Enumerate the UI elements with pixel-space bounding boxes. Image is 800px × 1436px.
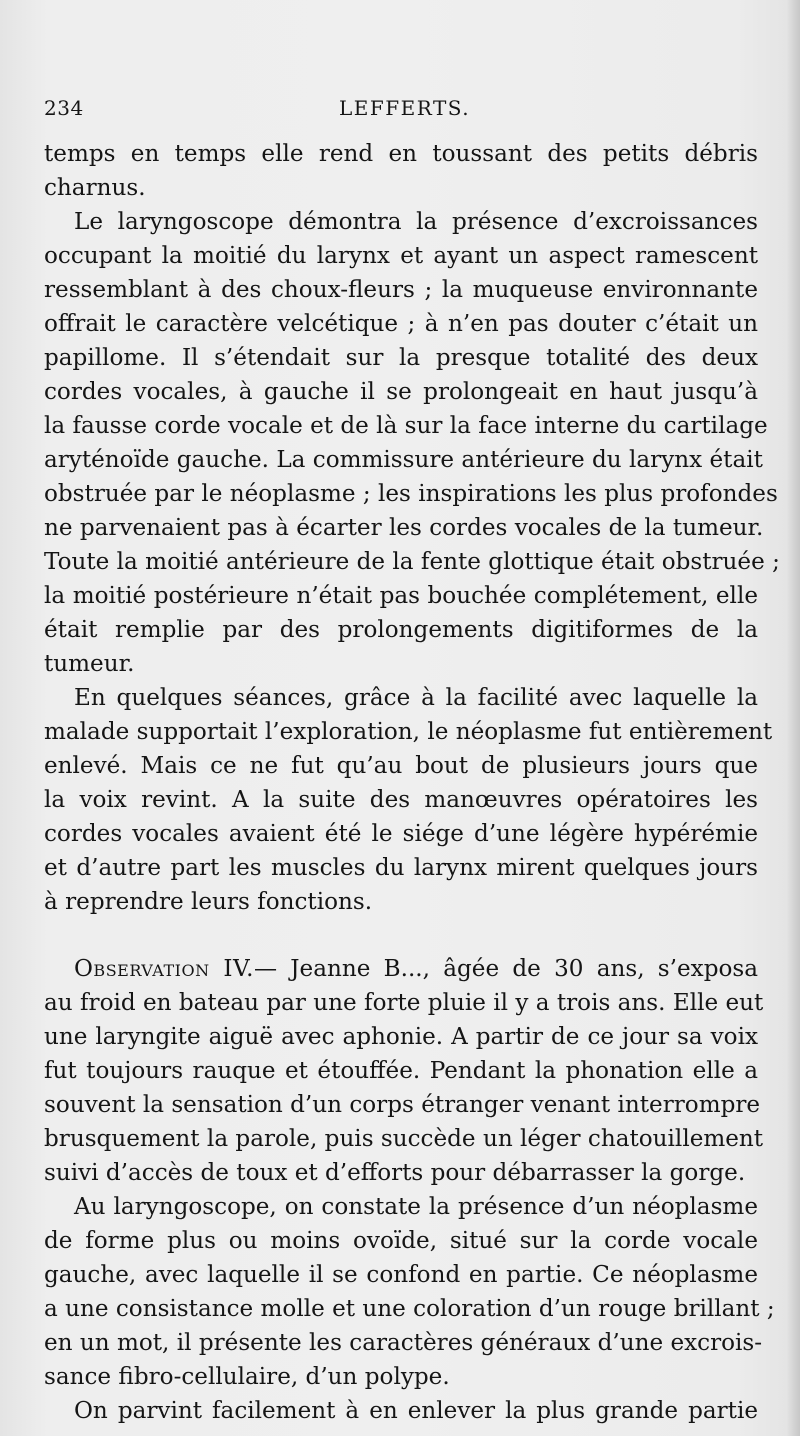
paragraph-gap	[44, 919, 758, 952]
text-line: brusquement la parole, puis succède un léger chatouillement	[44, 1126, 764, 1152]
body-text	[44, 137, 780, 1428]
text-line: la voix revint. A la suite des manœuvres opératoires les	[44, 787, 758, 813]
text-line: suivi d’accès de toux et d’efforts pour débarrasser la gorge.	[44, 1160, 746, 1186]
paragraph	[44, 681, 773, 919]
line-text: — Jeanne B..., âgée de 30 ans, s’exposa	[253, 956, 759, 982]
text-line: enlevé. Mais ce ne fut qu’au bout de plusieurs jours que	[44, 753, 758, 779]
text-line: offrait le caractère velcétique ; à n’en pas douter c’était un	[44, 311, 758, 337]
text-line: Au laryngoscope, on constate la présence d’un néoplasme	[74, 1194, 758, 1220]
paragraph	[44, 137, 758, 205]
text-line: au froid en bateau par une forte pluie il y a trois ans. Elle eut	[44, 990, 764, 1016]
text-line: papillome. Il s’étendait sur la presque totalité des deux	[44, 345, 758, 371]
paragraph	[44, 1190, 775, 1394]
text-line: Toute la moitié antérieure de la fente glottique était obstruée ;	[44, 549, 780, 575]
text-line: a une consistance molle et une coloration d’un rouge brillant ;	[44, 1296, 775, 1322]
text-line: tumeur.	[44, 651, 135, 677]
text-line: cordes vocales avaient été le siége d’une légère hypérémie	[44, 821, 758, 847]
text-line: occupant la moitié du larynx et ayant un aspect ramescent	[44, 243, 758, 269]
text-line: souvent la sensation d’un corps étranger venant interrompre	[44, 1092, 761, 1118]
running-head: LEFFERTS.	[339, 96, 471, 120]
text-line: de forme plus ou moins ovoïde, situé sur la corde vocale	[44, 1228, 758, 1254]
text-line: et d’autre part les muscles du larynx mirent quelques jours	[44, 855, 758, 881]
text-line: une laryngite aiguë avec aphonie. A partir de ce jour sa voix	[44, 1024, 758, 1050]
text-line	[44, 952, 758, 986]
observation-label: Observation IV.	[74, 956, 254, 982]
page-header	[44, 96, 759, 126]
text-line: ressemblant à des choux-fleurs ; la muqueuse environnante	[44, 277, 758, 303]
text-line: temps en temps elle rend en toussant des petits débris	[44, 141, 758, 167]
paragraph	[44, 205, 780, 681]
text-line: fut toujours rauque et étouffée. Pendant la phonation elle a	[44, 1058, 758, 1084]
text-line: à reprendre leurs fonctions.	[44, 889, 373, 915]
text-line: On parvint facilement à en enlever la plus grande partie	[74, 1398, 758, 1424]
paragraph	[44, 1394, 758, 1428]
text-line: en un mot, il présente les caractères généraux d’une excrois-	[44, 1330, 763, 1356]
text-line: la moitié postérieure n’était pas bouchée complétement, elle	[44, 583, 758, 609]
observation-paragraph	[44, 952, 764, 1190]
text-line: la fausse corde vocale et de là sur la face interne du cartilage	[44, 413, 768, 439]
text-line: cordes vocales, à gauche il se prolongeait en haut jusqu’à	[44, 379, 758, 405]
text-line: gauche, avec laquelle il se confond en partie. Ce néoplasme	[44, 1262, 758, 1288]
text-line: était remplie par des prolongements digitiformes de la	[44, 617, 758, 643]
text-line: charnus.	[44, 175, 146, 201]
page-number: 234	[44, 96, 84, 120]
text-line: sance fibro-cellulaire, d’un polype.	[44, 1364, 450, 1390]
text-line: obstruée par le néoplasme ; les inspirations les plus profondes	[44, 481, 778, 507]
text-line: aryténoïde gauche. La commissure antérieure du larynx était	[44, 447, 763, 473]
page-edge-shadow	[786, 0, 800, 1436]
text-line: malade supportait l’exploration, le néoplasme fut entièrement	[44, 719, 773, 745]
text-line: ne parvenaient pas à écarter les cordes vocales de la tumeur.	[44, 515, 764, 541]
text-line: En quelques séances, grâce à la facilité avec laquelle la	[74, 685, 758, 711]
text-line: Le laryngoscope démontra la présence d’excroissances	[74, 209, 758, 235]
